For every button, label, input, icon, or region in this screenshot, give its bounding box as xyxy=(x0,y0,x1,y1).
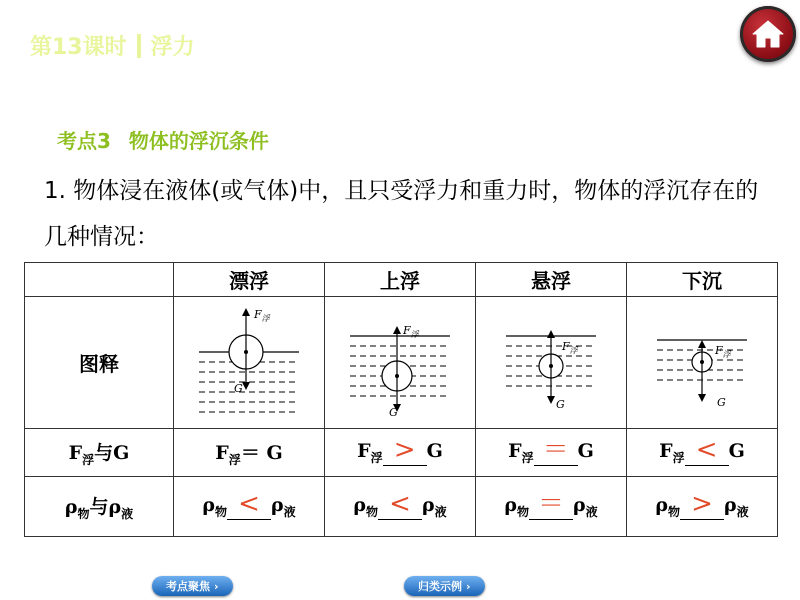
density-cell-sinking xyxy=(627,477,778,537)
answer-blank xyxy=(227,489,271,520)
force-f: F xyxy=(215,441,229,464)
answer-blank xyxy=(680,489,724,520)
density-r1: ρ xyxy=(202,494,215,517)
diag-label-f-sub: 浮 xyxy=(569,346,578,355)
density-r1: ρ xyxy=(504,494,517,517)
topic-label: 浮力 xyxy=(150,35,195,60)
force-f: F xyxy=(659,440,673,463)
diag-label-f-sub: 浮 xyxy=(410,330,419,339)
diagram-sinking xyxy=(627,297,778,429)
section-number: 考点3 xyxy=(57,129,111,153)
answer-text: ＝ xyxy=(537,489,564,519)
density-label-rho1: ρ xyxy=(64,495,78,518)
lesson-label: 第13课时 xyxy=(30,35,127,60)
diag-label-f: F xyxy=(715,344,723,357)
diag-label-g: G xyxy=(717,396,726,409)
density-s1: 物 xyxy=(667,505,680,519)
diag-label-f-sub: 浮 xyxy=(261,314,270,323)
force-sub: 浮 xyxy=(672,451,685,465)
density-label-rho2: ρ xyxy=(108,495,122,518)
diagram-floating xyxy=(174,297,325,429)
row-label-diagram: 图释 xyxy=(25,297,174,429)
floating-diagram xyxy=(174,300,324,420)
diag-label-g: G xyxy=(389,406,398,419)
row-label-force xyxy=(25,429,174,477)
force-cell-suspended xyxy=(476,429,627,477)
svg-text:F浮 xyxy=(714,344,732,359)
density-s2: 液 xyxy=(434,505,447,519)
density-r1: ρ xyxy=(353,494,366,517)
suspended-diagram xyxy=(476,300,626,420)
answer-blank xyxy=(378,489,422,520)
density-s2: 液 xyxy=(585,505,598,519)
col-header: 漂浮 xyxy=(174,263,325,297)
diag-label-g: G xyxy=(234,382,243,395)
answer-blank xyxy=(685,435,729,466)
density-r2: ρ xyxy=(271,494,284,517)
density-r2: ρ xyxy=(724,494,737,517)
diagram-suspended xyxy=(476,297,627,429)
header xyxy=(30,30,195,61)
header-empty-cell xyxy=(25,263,174,297)
diag-label-f: F xyxy=(562,340,570,353)
answer-text: < xyxy=(695,435,718,465)
section-title: 物体的浮沉条件 xyxy=(128,129,269,153)
force-sub: 浮 xyxy=(370,451,383,465)
density-s2: 液 xyxy=(736,505,749,519)
table-header-row xyxy=(25,263,778,297)
force-f: F xyxy=(508,440,522,463)
answer-text: < xyxy=(389,489,411,519)
answer-text: < xyxy=(238,489,260,519)
svg-text:F浮 xyxy=(561,340,579,355)
density-cell-suspended xyxy=(476,477,627,537)
nav-right-label: 归类示例 xyxy=(418,580,462,593)
nav-button-examples[interactable] xyxy=(404,576,485,596)
section-heading xyxy=(57,125,269,154)
col-header: 悬浮 xyxy=(476,263,627,297)
force-cell-rising xyxy=(325,429,476,477)
density-label-sub1: 物 xyxy=(77,506,90,521)
floating-conditions-table xyxy=(24,262,778,537)
force-label-mid: 与 xyxy=(94,441,114,464)
density-s2: 液 xyxy=(283,505,296,519)
chevron-right-icon: › xyxy=(214,579,219,593)
density-s1: 物 xyxy=(365,505,378,519)
density-r2: ρ xyxy=(422,494,435,517)
force-cell-sinking xyxy=(627,429,778,477)
density-cell-floating xyxy=(174,477,325,537)
diag-label-f: F xyxy=(403,324,411,337)
answer-blank xyxy=(534,435,578,466)
force-row xyxy=(25,429,778,477)
diag-label-f: F xyxy=(254,308,262,321)
sinking-diagram xyxy=(627,300,777,420)
col-header: 上浮 xyxy=(325,263,476,297)
density-label-sub2: 液 xyxy=(121,506,134,521)
force-op: ＝ xyxy=(240,441,260,464)
force-g: G xyxy=(728,440,745,463)
nav-button-kaodian[interactable] xyxy=(152,576,233,596)
density-label-mid: 与 xyxy=(89,495,109,518)
diagram-rising xyxy=(325,297,476,429)
rising-diagram xyxy=(325,300,475,420)
answer-text: > xyxy=(691,489,713,519)
col-header: 下沉 xyxy=(627,263,778,297)
density-s1: 物 xyxy=(516,505,529,519)
answer-blank xyxy=(529,489,573,520)
density-r1: ρ xyxy=(655,494,668,517)
svg-text:F浮 xyxy=(402,324,420,339)
force-f: F xyxy=(357,440,371,463)
force-label-sub: 浮 xyxy=(82,452,95,467)
intro-text: 1. 物体浸在液体(或气体)中，且只受浮力和重力时，物体的浮沉存在的几种情况： xyxy=(44,178,759,250)
answer-text: > xyxy=(393,435,416,465)
density-cell-rising xyxy=(325,477,476,537)
row-label-density xyxy=(25,477,174,537)
force-label-g: G xyxy=(113,441,130,464)
answer-text: ＝ xyxy=(542,435,569,465)
force-g: G xyxy=(577,440,594,463)
house-icon xyxy=(751,19,785,49)
header-divider xyxy=(137,34,141,58)
density-s1: 物 xyxy=(214,505,227,519)
force-label-f: F xyxy=(68,441,83,464)
home-button[interactable] xyxy=(740,6,796,62)
force-sub: 浮 xyxy=(521,451,534,465)
diag-label-f-sub: 浮 xyxy=(722,350,731,359)
diagram-row xyxy=(25,297,778,429)
force-sub: 浮 xyxy=(228,452,241,467)
force-g: G xyxy=(426,440,443,463)
diag-label-g: G xyxy=(556,398,565,411)
nav-left-label: 考点聚焦 xyxy=(166,580,210,593)
density-r2: ρ xyxy=(573,494,586,517)
answer-blank xyxy=(383,435,427,466)
force-cell-floating xyxy=(174,429,325,477)
svg-text:F浮 xyxy=(253,308,271,323)
chevron-right-icon: › xyxy=(466,579,471,593)
force-g: G xyxy=(266,441,283,464)
density-row xyxy=(25,477,778,537)
